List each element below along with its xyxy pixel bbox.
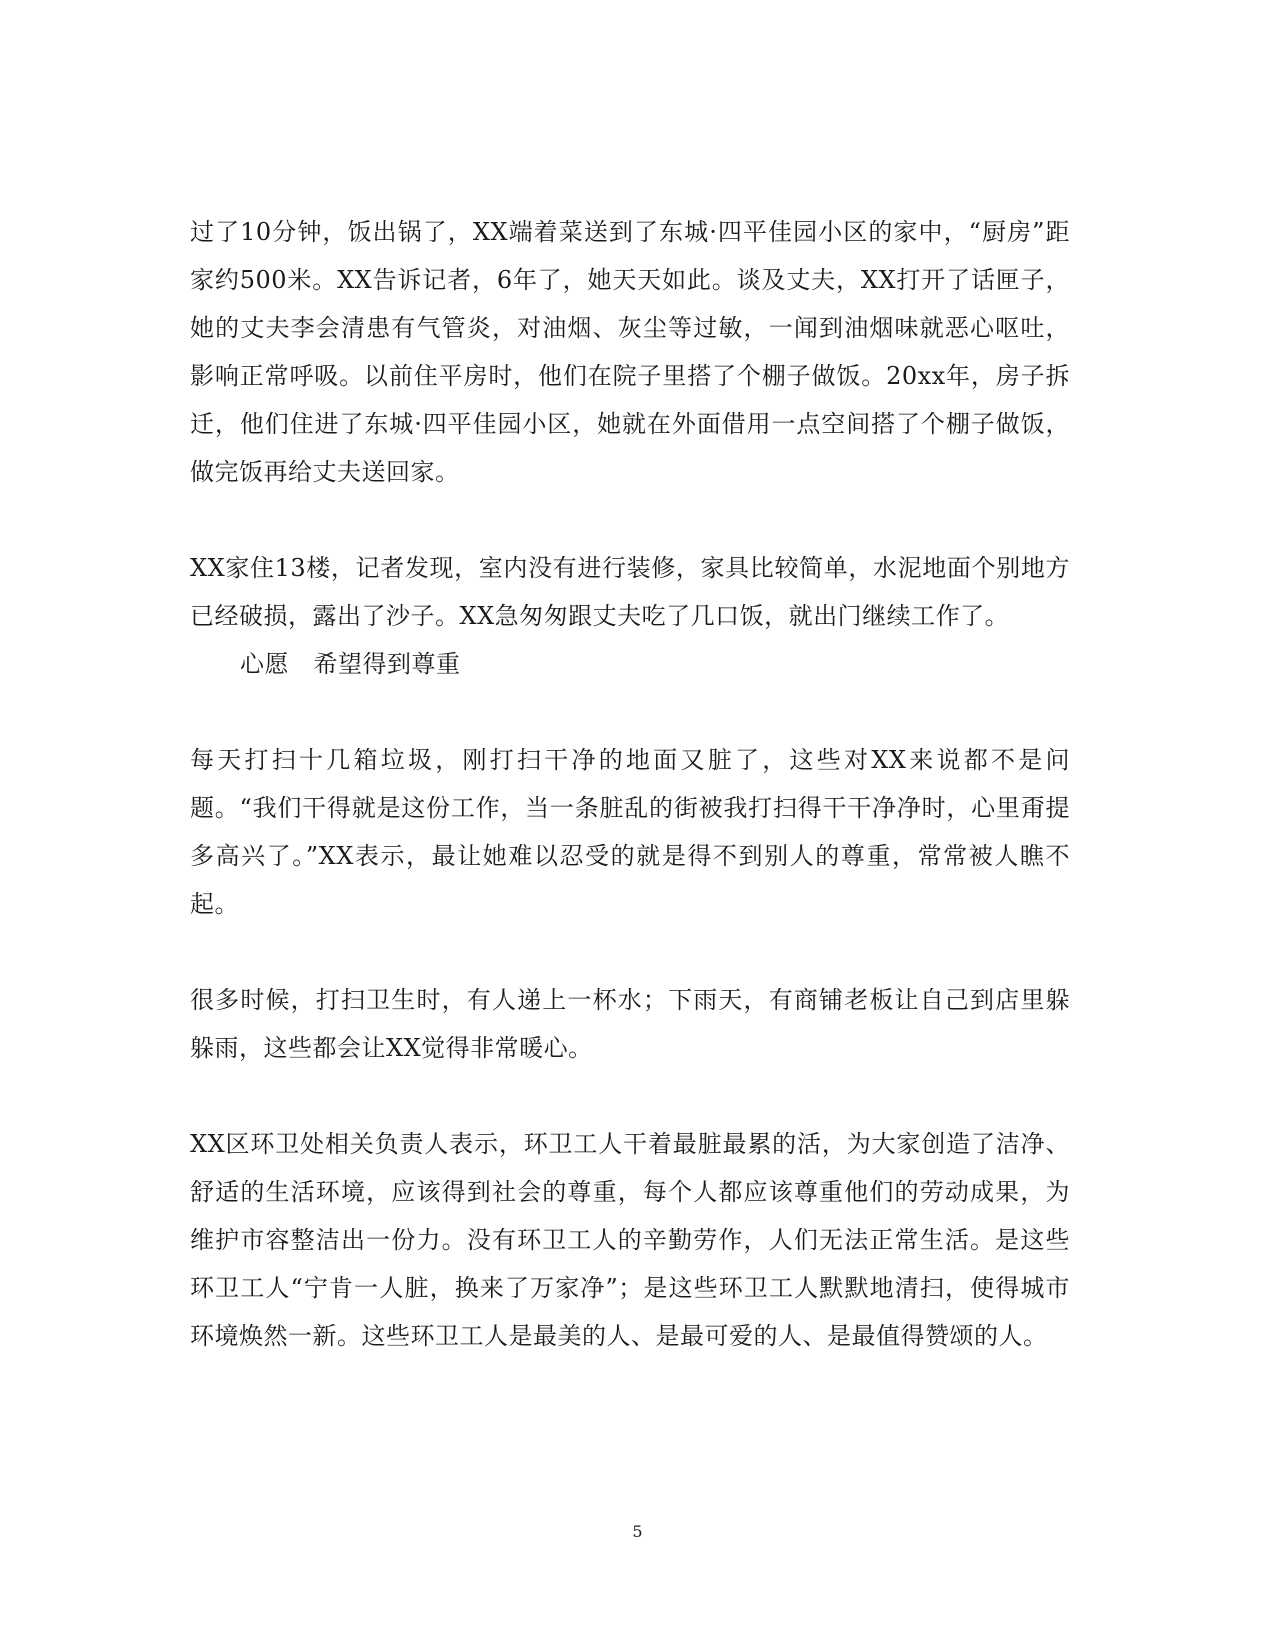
paragraph-warmth: 很多时候，打扫卫生时，有人递上一杯水；下雨天，有商铺老板让自己到店里躲躲雨，这些都会让XX觉得非常暖心。: [190, 986, 1070, 1062]
paragraph-official: XX区环卫处相关负责人表示，环卫工人干着最脏最累的活，为大家创造了洁净、舒适的生活环境，应该得到社会的尊重，每个人都应该尊重他们的劳动成果，为维护市容整洁出一份力。没有环卫工人的辛勤劳作，人们无法正常生活。是这些环卫工人“宁肯一人脏，换来了万家净”；是这些环卫工人默默地清扫，使得城市环境焕然一新。这些环卫工人是最美的人、是最可爱的人、是最值得赞颂的人。: [190, 1130, 1070, 1350]
paragraph-respect: 每天打扫十几箱垃圾，刚打扫干净的地面又脏了，这些对XX来说都不是问题。“我们干得就是这份工作，当一条脏乱的街被我打扫得干干净净时，心里甭提多高兴了。”XX表示，最让她难以忍受的就是得不到别人的尊重，常常被人瞧不起。: [190, 746, 1070, 918]
paragraph-kitchen: 过了10分钟，饭出锅了，XX端着菜送到了东城·四平佳园小区的家中，“厨房”距家约500米。XX告诉记者，6年了，她天天如此。谈及丈夫，XX打开了话匣子，她的丈夫李会清患有气管炎，对油烟、灰尘等过敏，一闻到油烟味就恶心呕吐，影响正常呼吸。以前住平房时，他们在院子里搭了个棚子做饭。20xx年，房子拆迁，他们住进了东城·四平佳园小区，她就在外面借用一点空间搭了个棚子做饭，做完饭再给丈夫送回家。: [190, 218, 1070, 486]
page-number: 5: [632, 1522, 643, 1541]
document-body: [190, 208, 1070, 1408]
paragraph-home: XX家住13楼，记者发现，室内没有进行装修，家具比较简单，水泥地面个别地方已经破损，露出了沙子。XX急匆匆跟丈夫吃了几口饭，就出门继续工作了。: [190, 554, 1070, 630]
section-heading: 心愿 希望得到尊重: [240, 650, 461, 678]
